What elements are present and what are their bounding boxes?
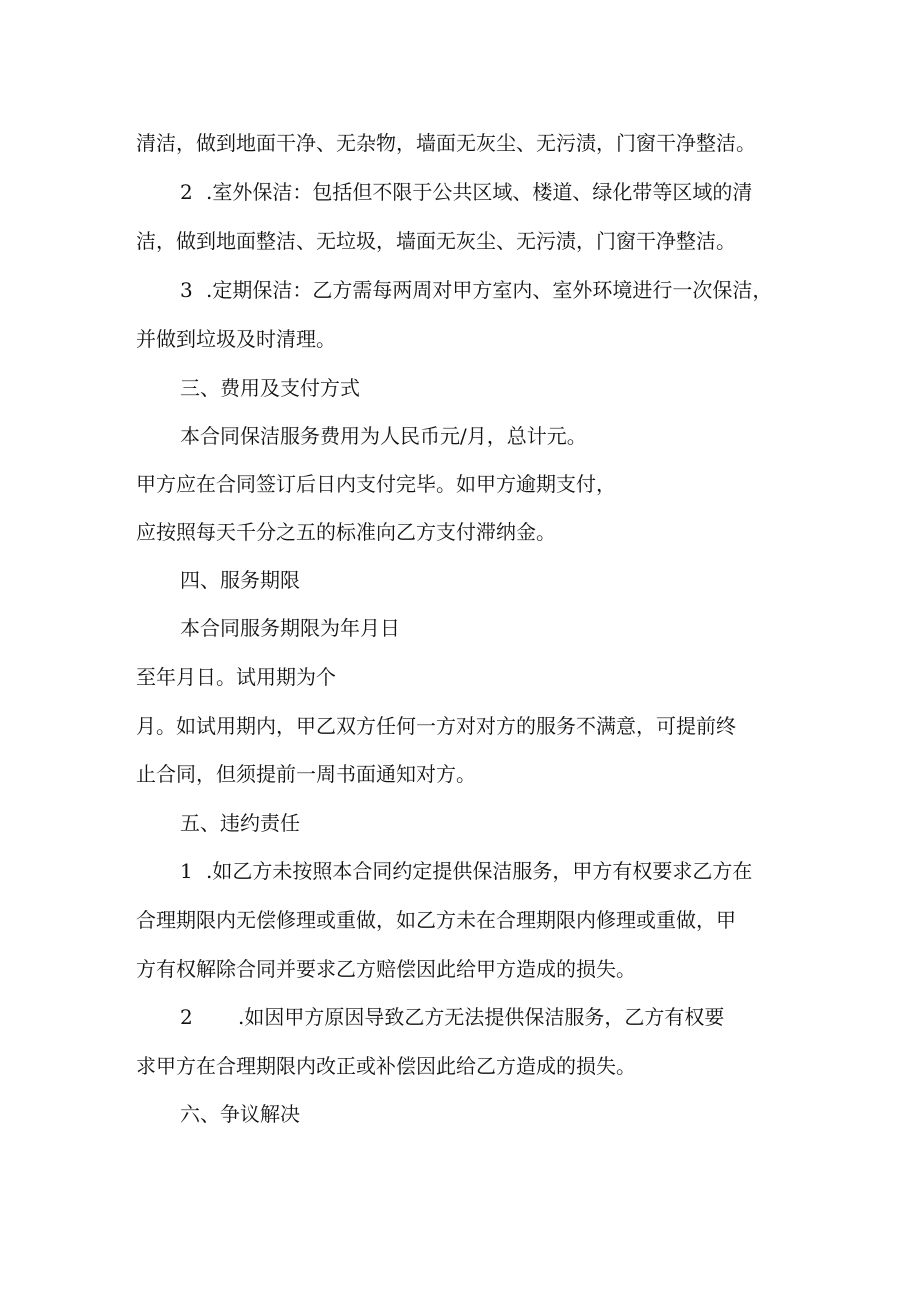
paragraph-line: 并做到垃圾及时清理。 xyxy=(136,327,336,351)
list-item-breach-1 xyxy=(180,857,752,885)
list-item-outdoor-cleaning xyxy=(180,178,752,206)
paragraph-line: 甲方应在合同签订后日内支付完毕。如甲方逾期支付， xyxy=(136,472,616,496)
paragraph-line: 合理期限内无偿修理或重做，如乙方未在合理期限内修理或重做，甲 xyxy=(136,908,736,932)
list-item-breach-2 xyxy=(180,1003,724,1031)
paragraph-line: 求甲方在合理期限内改正或补偿因此给乙方造成的损失。 xyxy=(136,1054,636,1078)
list-number: 1 xyxy=(180,859,193,883)
paragraph-line: 方有权解除合同并要求乙方赔偿因此给甲方造成的损失。 xyxy=(136,957,636,981)
paragraph-line: .室外保洁：包括但不限于公共区域、楼道、绿化带等区域的清 xyxy=(206,180,753,204)
list-number: 3 xyxy=(180,278,193,302)
paragraph-line: 清洁，做到地面干净、无杂物，墙面无灰尘、无污渍，门窗干净整洁。 xyxy=(136,131,756,155)
paragraph-line: 本合同保洁服务费用为人民币元/月，总计元。 xyxy=(180,424,587,448)
paragraph-line: .定期保洁：乙方需每两周对甲方室内、室外环境进行一次保洁， xyxy=(206,278,773,302)
paragraph-line: 止合同，但须提前一周书面通知对方。 xyxy=(136,762,476,786)
paragraph-line: 至年月日。试用期为个 xyxy=(136,665,336,689)
paragraph-line: 洁，做到地面整洁、无垃圾，墙面无灰尘、无污渍，门窗干净整洁。 xyxy=(136,229,736,253)
section-heading-breach: 五、违约责任 xyxy=(180,811,300,835)
paragraph-line: 月。如试用期内，甲乙双方任何一方对对方的服务不满意，可提前终 xyxy=(136,714,736,738)
list-item-periodic-cleaning xyxy=(180,276,772,304)
paragraph-line: .如乙方未按照本合同约定提供保洁服务，甲方有权要求乙方在 xyxy=(206,859,753,883)
paragraph-line: 本合同服务期限为年月日 xyxy=(180,616,400,640)
list-number: 2 xyxy=(180,1005,193,1029)
paragraph-line: 应按照每天千分之五的标准向乙方支付滞纳金。 xyxy=(136,520,556,544)
section-heading-fees: 三、费用及支付方式 xyxy=(180,376,360,400)
paragraph-line: .如因甲方原因导致乙方无法提供保洁服务，乙方有权要 xyxy=(238,1005,725,1029)
list-number: 2 xyxy=(180,180,193,204)
section-heading-dispute: 六、争议解决 xyxy=(180,1102,300,1126)
section-heading-term: 四、服务期限 xyxy=(180,568,300,592)
